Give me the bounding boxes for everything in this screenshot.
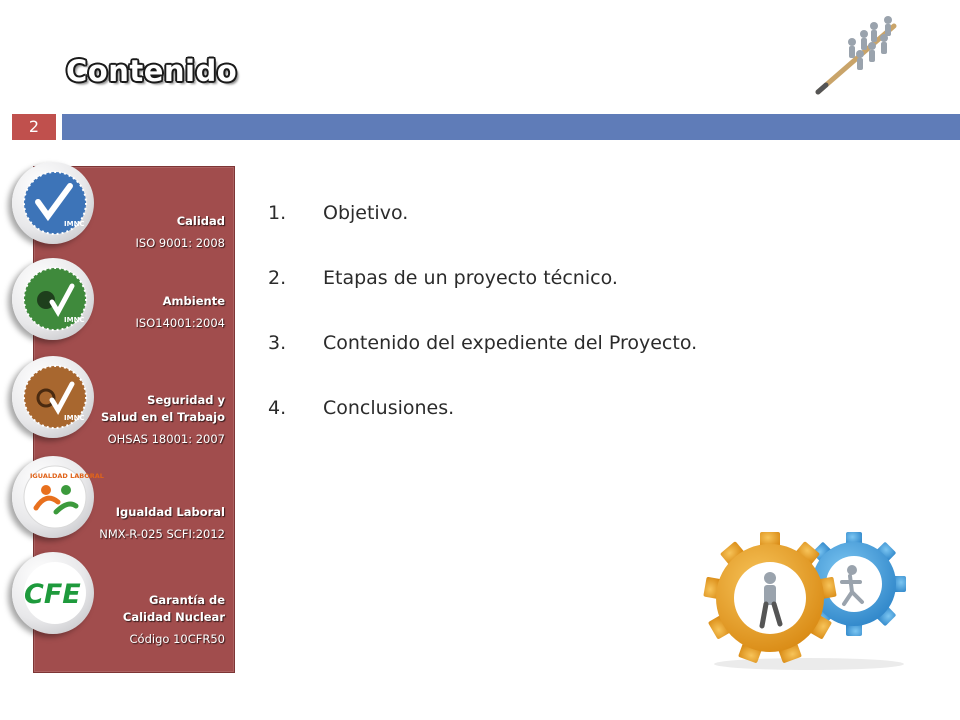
agenda-list (268, 190, 828, 450)
certification-standard: NMX-R-025 SCFI:2012 (99, 527, 225, 541)
certification-heading: Igualdad Laboral (115, 505, 225, 519)
agenda-item-text: Conclusiones. (323, 397, 455, 419)
agenda-item-number: 3. (268, 332, 287, 354)
svg-text:IMNC: IMNC (64, 414, 85, 422)
certification-heading: Calidad (176, 214, 225, 228)
agenda-item-number: 1. (268, 202, 287, 224)
svg-text:CFE: CFE (24, 579, 81, 610)
agenda-item (268, 385, 828, 450)
agenda-item-number: 2. (268, 267, 287, 289)
agenda-item-text: Etapas de un proyecto técnico. (323, 267, 618, 289)
svg-text:IGUALDAD LABORAL: IGUALDAD LABORAL (30, 472, 104, 480)
certification-heading: Ambiente (162, 294, 225, 308)
cfe-seal-icon (12, 552, 94, 634)
certification-seguridad (101, 392, 225, 448)
certification-standard: OHSAS 18001: 2007 (107, 432, 225, 446)
gears-people-illustration (706, 522, 912, 672)
certification-igualdad (99, 504, 225, 543)
slide-title: Contenido (66, 54, 238, 88)
certification-calidad (136, 213, 225, 252)
header-accent-bar (62, 114, 960, 140)
svg-text:IMNC: IMNC (64, 220, 85, 228)
agenda-item (268, 320, 828, 385)
imnc-safety-seal-icon (12, 356, 94, 438)
agenda-item-number: 4. (268, 397, 287, 419)
svg-text:IMNC: IMNC (64, 316, 85, 324)
agenda-item (268, 190, 828, 255)
certification-standard: ISO 9001: 2008 (135, 236, 225, 250)
certification-ambiente (136, 293, 225, 332)
page-number: 2 (12, 114, 56, 140)
certification-nuclear (123, 592, 225, 648)
team-pencil-illustration (812, 12, 902, 96)
igualdad-laboral-seal-icon (12, 456, 104, 538)
certification-heading-line2: Salud en el Trabajo (101, 410, 225, 424)
agenda-item (268, 255, 828, 320)
certification-heading-line1: Garantía de (148, 593, 225, 607)
certification-standard: ISO14001:2004 (135, 316, 225, 330)
agenda-item-text: Contenido del expediente del Proyecto. (323, 332, 698, 354)
imnc-quality-seal-icon (12, 162, 94, 244)
imnc-environment-seal-icon (12, 258, 94, 340)
certification-standard: Código 10CFR50 (129, 632, 225, 646)
agenda-item-text: Objetivo. (323, 202, 409, 224)
certification-heading-line2: Calidad Nuclear (122, 610, 225, 624)
certification-heading-line1: Seguridad y (147, 393, 225, 407)
